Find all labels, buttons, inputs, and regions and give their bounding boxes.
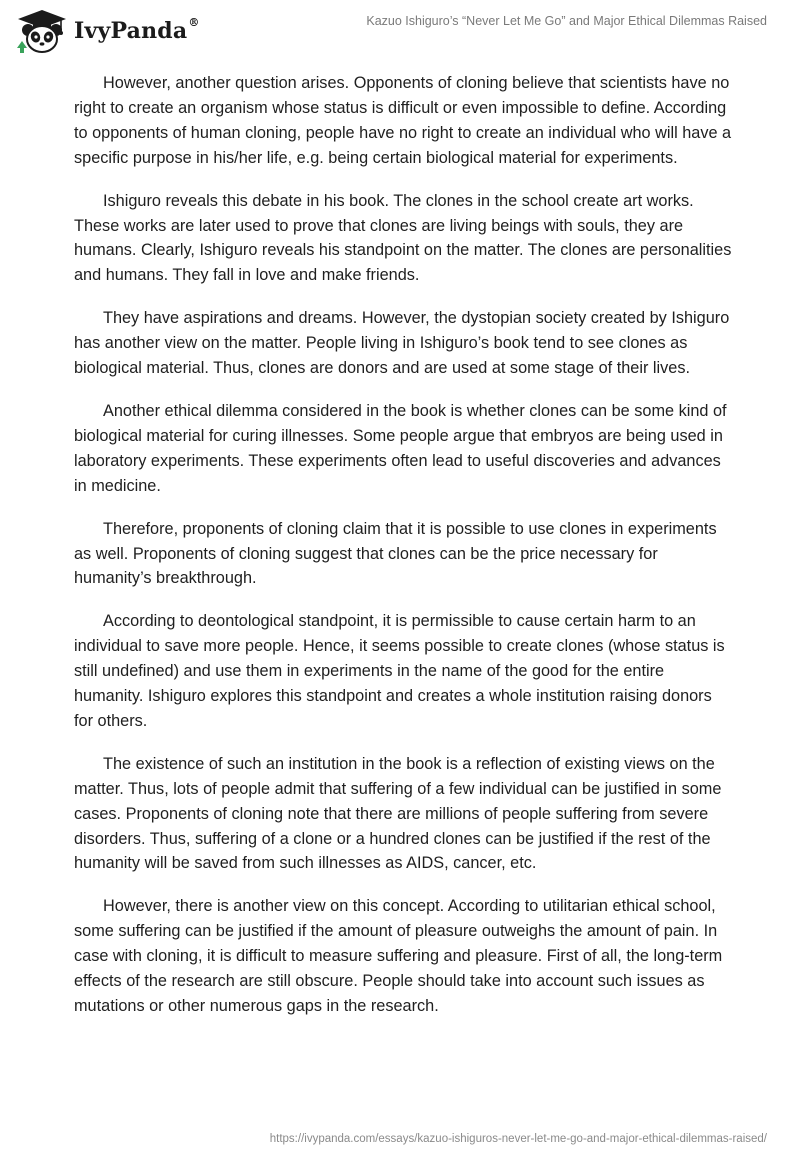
paragraph-5: Therefore, proponents of cloning claim that it is possible to use clones in experiments as well. Proponents of cloning suggest that clones can be the price necessary for humanity’s breakthrough. <box>74 519 717 588</box>
document-title: Kazuo Ishiguro’s “Never Let Me Go” and Major Ethical Dilemmas Raised <box>366 14 767 28</box>
registered-mark: ® <box>188 16 200 29</box>
paragraph-4: Another ethical dilemma considered in the book is whether clones can be some kind of biological material for curing illnesses. Some people argue that embryos are being used in laboratory experiments. These experiments often lead to useful discoveries and advances in medicine. <box>74 401 727 495</box>
paragraph-1: However, another question arises. Opponents of cloning believe that scientists have no right to create an organism whose status is difficult or even impossible to define. According to opponents of human cloning, people have no right to create an individual who will have a specific purpose in his/her life, e.g. being certain biological material for experiments. <box>74 74 732 167</box>
paragraph-2: Ishiguro reveals this debate in his book. The clones in the school create art works. These works are later used to prove that clones are living beings with souls, they are humans. Clearly, Ishiguro reveals his standpoint on the matter. The clones are personalities and humans. They fall in love and make friends. <box>74 191 732 285</box>
page-header <box>0 0 800 60</box>
paragraph-7: The existence of such an institution in the book is a reflection of existing views on the matter. Thus, lots of people admit that suffering of a few individual can be justified in some cases. Proponents of cloning note that there are millions of people suffering from severe disorders. Thus, suffering of a clone or a hundred clones can be justified if the rest of the humanity will be saved from such illnesses as AIDS, cancer, etc. <box>74 754 722 873</box>
essay-body <box>74 71 734 1037</box>
paragraph-3: They have aspirations and dreams. However, the dystopian society created by Ishiguro has another view on the matter. People living in Ishiguro’s book tend to see clones as biological material. Thus, clones are donors and are used at some stage of their lives. <box>74 309 730 378</box>
source-url[interactable]: https://ivypanda.com/essays/kazuo-ishiguros-never-let-me-go-and-major-ethical-dilemmas-raised/ <box>269 1133 767 1145</box>
brand-logo[interactable] <box>14 8 200 54</box>
paragraph-6: According to deontological standpoint, it is permissible to cause certain harm to an individual to save more people. Hence, it seems possible to create clones (whose status is still undefined) and use them in experiments in the name of the good for the entire humanity. Ishiguro explores this standpoint and creates a whole institution raising donors for others. <box>74 612 725 730</box>
paragraph-8: However, there is another view on this concept. According to utilitarian ethical school, some suffering can be justified if the amount of pleasure outweighs the amount of pain. In case with cloning, it is difficult to measure suffering and pleasure. First of all, the long-term effects of the research are still obscure. People should take into account such issues as mutations or other numerous gaps in the research. <box>74 897 723 1015</box>
panda-graduate-icon <box>14 8 70 54</box>
brand-name: IvyPanda® <box>74 16 200 44</box>
